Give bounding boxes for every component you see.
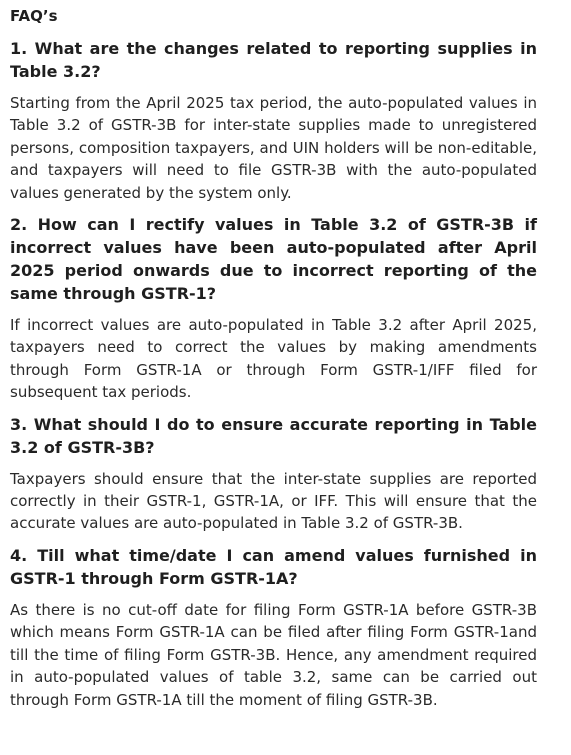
- faq-question: 3. What should I do to ensure accurate reporting in Table 3.2 of GSTR-3B?: [10, 414, 537, 457]
- faq-answer: Taxpayers should ensure that the inter-state supplies are reported correctly in their GSTR-1, GSTR-1A, or IFF. This will ensure that the accurate values are auto-populated in Table 3.2 of GSTR-3B.: [10, 469, 537, 533]
- faq-answer: If incorrect values are auto-populated in Table 3.2 after April 2025, taxpayers need to correct the values by making amendments through Form GSTR-1A or through Form GSTR-1/IFF filed for subsequent tax periods.: [10, 316, 537, 402]
- faq-heading: FAQ’s: [10, 7, 58, 25]
- faq-answer: As there is no cut-off date for filing Form GSTR-1A before GSTR-3B which means Form GSTR-1A can be filed after filing Form GSTR-1and till the time of filing Form GSTR-3B. Hence, any amendment required in auto-populated values of table 3.2, same can be carried out through Form GSTR-1A till the moment of filing GSTR-3B.: [10, 600, 537, 709]
- faq-item-2: [10, 213, 537, 404]
- faq-question: 4. Till what time/date I can amend values furnished in GSTR-1 through Form GSTR-1A?: [10, 545, 537, 588]
- faq-item-3: [10, 413, 537, 535]
- faq-item-1: [10, 37, 537, 204]
- faq-answer: Starting from the April 2025 tax period, the auto-populated values in Table 3.2 of GSTR-3B for inter-state supplies made to unregistered persons, composition taxpayers, and UIN holders will be non-editable, and taxpayers will need to file GSTR-3B with the auto-populated values generated by the system only.: [10, 94, 537, 202]
- faq-question: 1. What are the changes related to reporting supplies in Table 3.2?: [10, 39, 537, 81]
- faq-item-4: [10, 544, 537, 711]
- faq-question: 2. How can I rectify values in Table 3.2 of GSTR-3B if incorrect values have been auto-populated after April 2025 period onwards due to incorrect reporting of the same through GSTR-1?: [10, 215, 537, 304]
